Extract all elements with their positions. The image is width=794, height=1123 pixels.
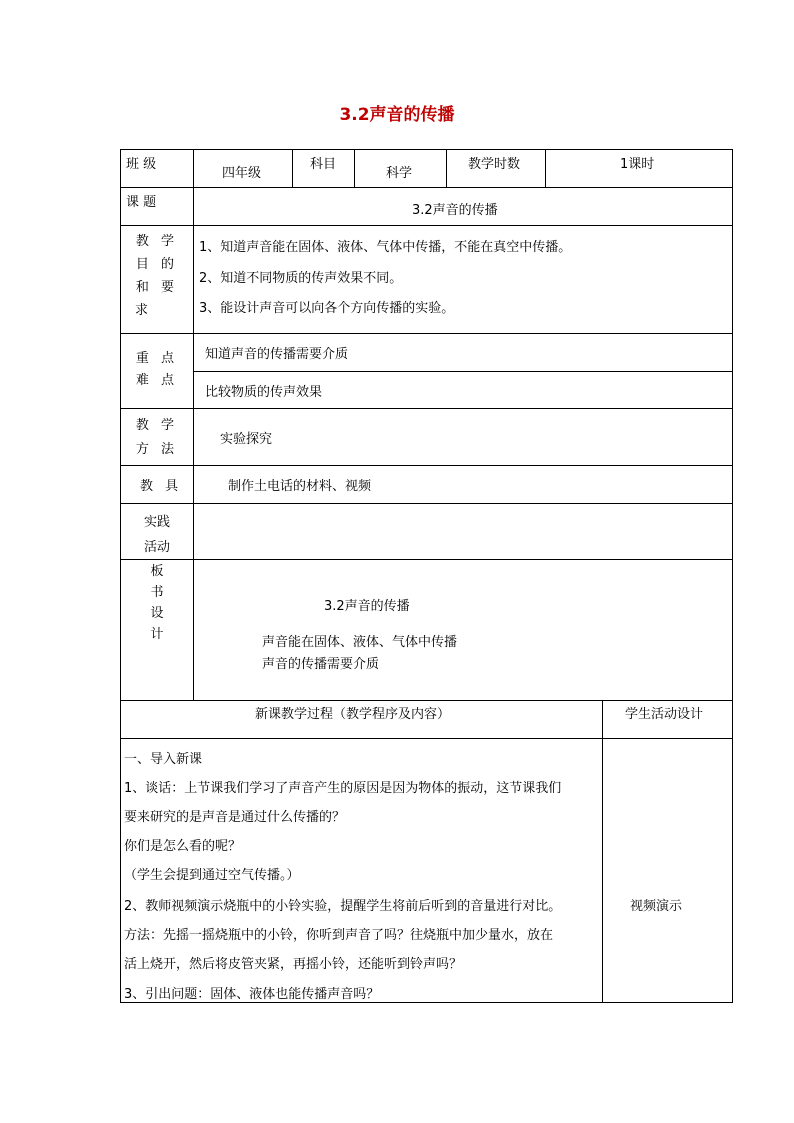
key-points-label-line: 重 点 [135, 351, 179, 366]
goal-item: 2、知道不同物质的传声效果不同。 [199, 271, 403, 286]
practice-label [121, 510, 193, 560]
process-line: 活上烧开，然后将皮管夹紧，再摇小铃，还能听到铃声吗？ [124, 957, 463, 972]
goal-item: 1、知道声音能在固体、液体、气体中传播，不能在真空中传播。 [199, 240, 572, 255]
subject-label: 科目 [310, 157, 337, 172]
hours-label: 教学时数 [468, 157, 521, 172]
column-divider [602, 700, 603, 1003]
board-label-line: 计 [150, 627, 164, 642]
board-line: 声音能在固体、液体、气体中传播 [262, 635, 458, 650]
row-divider [120, 559, 733, 560]
table-border-right [732, 149, 733, 1003]
tools-label: 教 具 [140, 479, 183, 494]
row-divider [120, 408, 733, 409]
student-activity-header: 学生活动设计 [625, 707, 704, 722]
column-divider [446, 149, 447, 187]
row-divider [120, 225, 733, 226]
class-value: 四年级 [222, 166, 262, 181]
tools-value: 制作土电话的材料、视频 [228, 479, 372, 494]
row-divider [120, 738, 733, 739]
process-header: 新课教学过程（教学程序及内容） [255, 707, 451, 722]
column-divider [292, 149, 293, 187]
process-line: 一、导入新课 [124, 752, 203, 767]
process-line: 2、教师视频演示烧瓶中的小铃实验，提醒学生将前后听到的音量进行对比。 [124, 899, 562, 914]
method-label-line: 方 法 [135, 442, 179, 457]
process-line: 你们是怎么看的呢？ [124, 839, 242, 854]
row-divider [120, 700, 733, 701]
key-points-label-line: 难 点 [135, 373, 179, 388]
process-line: 1、谈话：上节课我们学习了声音产生的原因是因为物体的振动，这节课我们 [124, 781, 562, 796]
column-divider [193, 149, 194, 701]
document-title: 3.2声音的传播 [339, 105, 455, 125]
class-label: 班 级 [126, 157, 157, 172]
column-divider [545, 149, 546, 187]
goal-item: 3、能设计声音可以向各个方向传播的实验。 [199, 301, 455, 316]
goals-label-line: 求 [135, 303, 153, 318]
goals-label-line: 目 的 [135, 257, 179, 272]
key-point-text: 知道声音的传播需要介质 [205, 347, 349, 362]
student-activity-text: 视频演示 [630, 899, 683, 914]
board-title: 3.2声音的传播 [324, 599, 410, 614]
board-label-line: 板 [150, 564, 164, 579]
hours-value: 1课时 [620, 157, 655, 172]
board-label-line: 书 [150, 585, 164, 600]
goals-label-line: 教 学 [135, 234, 179, 249]
row-divider [193, 371, 733, 372]
row-divider [120, 187, 733, 188]
table-border-top [120, 149, 733, 150]
process-line: 3、引出问题：固体、液体也能传播声音吗？ [124, 987, 380, 1002]
process-line: 要来研究的是声音是通过什么传播的？ [124, 810, 346, 825]
method-label-line: 教 学 [135, 418, 179, 433]
difficulty-text: 比较物质的传声效果 [205, 385, 323, 400]
key-points-label [121, 348, 193, 392]
process-line: 方法：先摇一摇烧瓶中的小铃，你听到声音了吗？往烧瓶中加少量水，放在 [124, 928, 554, 943]
practice-label-line: 实践 [143, 515, 170, 530]
method-value: 实验探究 [220, 432, 273, 447]
board-label [121, 561, 193, 645]
column-divider [354, 149, 355, 187]
goals-label-line: 和 要 [135, 280, 179, 295]
subject-value: 科学 [386, 166, 413, 181]
goals-label [121, 230, 193, 322]
board-label-line: 设 [150, 606, 164, 621]
row-divider [120, 503, 733, 504]
process-line: （学生会提到通过空气传播。） [124, 868, 300, 883]
topic-label: 课 题 [126, 195, 157, 210]
practice-label-line: 活动 [143, 540, 170, 555]
method-label [121, 414, 193, 462]
table-border-bottom [120, 1002, 733, 1003]
row-divider [120, 465, 733, 466]
board-line: 声音的传播需要介质 [262, 657, 380, 672]
topic-value: 3.2声音的传播 [412, 203, 498, 218]
row-divider [120, 333, 733, 334]
